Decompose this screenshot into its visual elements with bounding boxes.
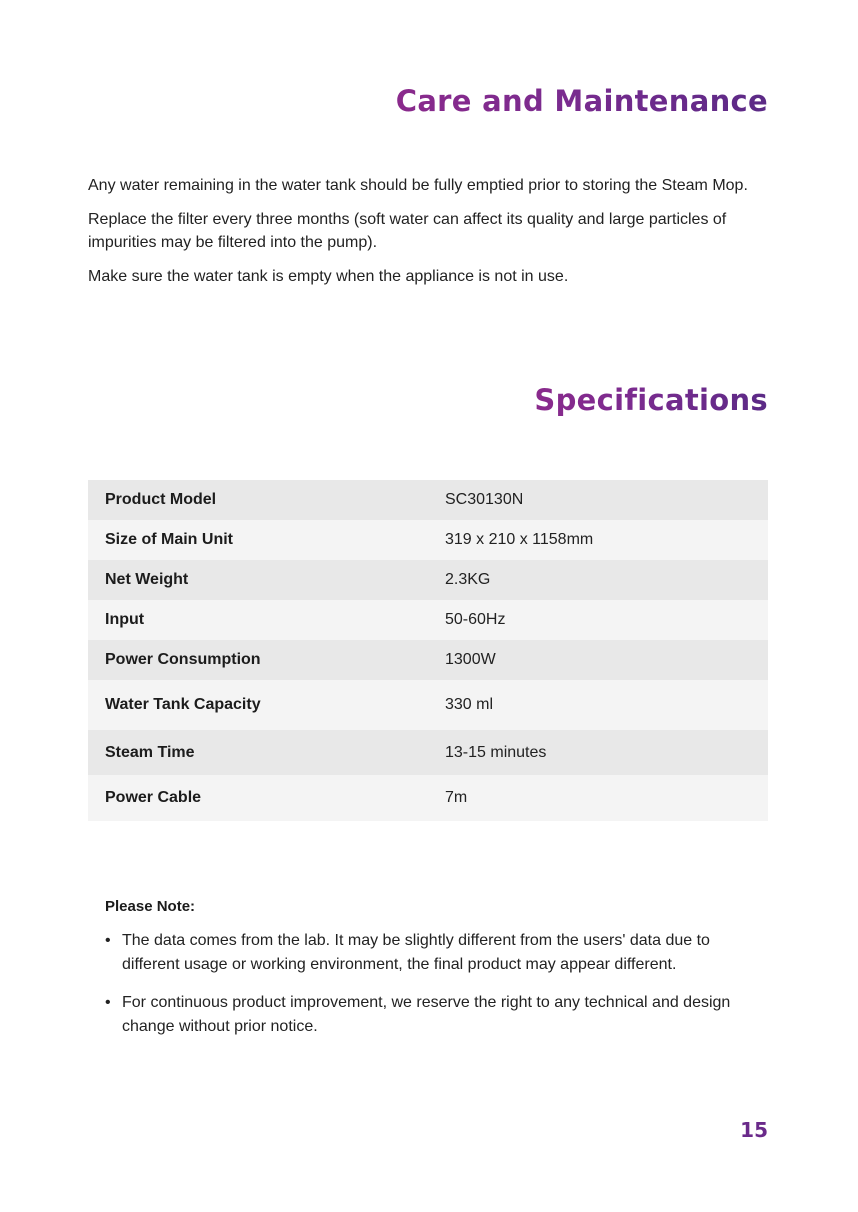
care-instructions [88, 174, 772, 299]
spec-value: 13-15 minutes [445, 743, 547, 761]
spec-value: 2.3KG [445, 571, 491, 588]
table-row [88, 640, 768, 680]
list-item [105, 991, 745, 1039]
specifications-heading: Specifications [534, 383, 768, 417]
table-row [88, 560, 768, 600]
care-paragraph: Replace the filter every three months (soft water can affect its quality and large particles of impurities may be filtered into the pump). [88, 211, 727, 251]
list-item [105, 929, 745, 977]
table-row [88, 480, 768, 520]
spec-value: 319 x 210 x 1158mm [445, 531, 594, 548]
spec-label: Steam Time [105, 743, 195, 761]
table-row [88, 775, 768, 821]
note-text: The data comes from the lab. It may be slightly different from the users' data due to different usage or working environment, the final product may appear different. [122, 932, 710, 973]
specifications-table [88, 480, 768, 821]
table-row [88, 730, 768, 775]
note-text: For continuous product improvement, we reserve the right to any technical and design change without prior notice. [122, 994, 731, 1035]
spec-value: 50-60Hz [445, 611, 506, 628]
care-paragraph: Make sure the water tank is empty when the appliance is not in use. [88, 268, 569, 285]
spec-value: SC30130N [445, 491, 524, 508]
spec-label: Size of Main Unit [105, 531, 233, 548]
spec-value: 330 ml [445, 696, 494, 713]
note-list [105, 929, 745, 1039]
care-paragraph: Any water remaining in the water tank should be fully emptied prior to storing the Steam Mop. [88, 177, 748, 194]
table-row [88, 520, 768, 560]
bullet-icon: • [105, 932, 111, 949]
table-row [88, 680, 768, 730]
table-row [88, 600, 768, 640]
bullet-icon: • [105, 994, 111, 1011]
note-title: Please Note: [105, 898, 196, 915]
spec-value: 7m [445, 789, 468, 806]
spec-label: Net Weight [105, 571, 189, 588]
spec-value: 1300W [445, 651, 496, 668]
spec-label: Power Cable [105, 789, 202, 806]
note-section [105, 898, 745, 1053]
spec-label: Product Model [105, 491, 217, 508]
care-maintenance-heading: Care and Maintenance [395, 84, 768, 118]
spec-label: Power Consumption [105, 651, 261, 668]
spec-label: Water Tank Capacity [105, 696, 261, 713]
page-number: 15 [740, 1118, 768, 1142]
spec-label: Input [105, 611, 145, 628]
